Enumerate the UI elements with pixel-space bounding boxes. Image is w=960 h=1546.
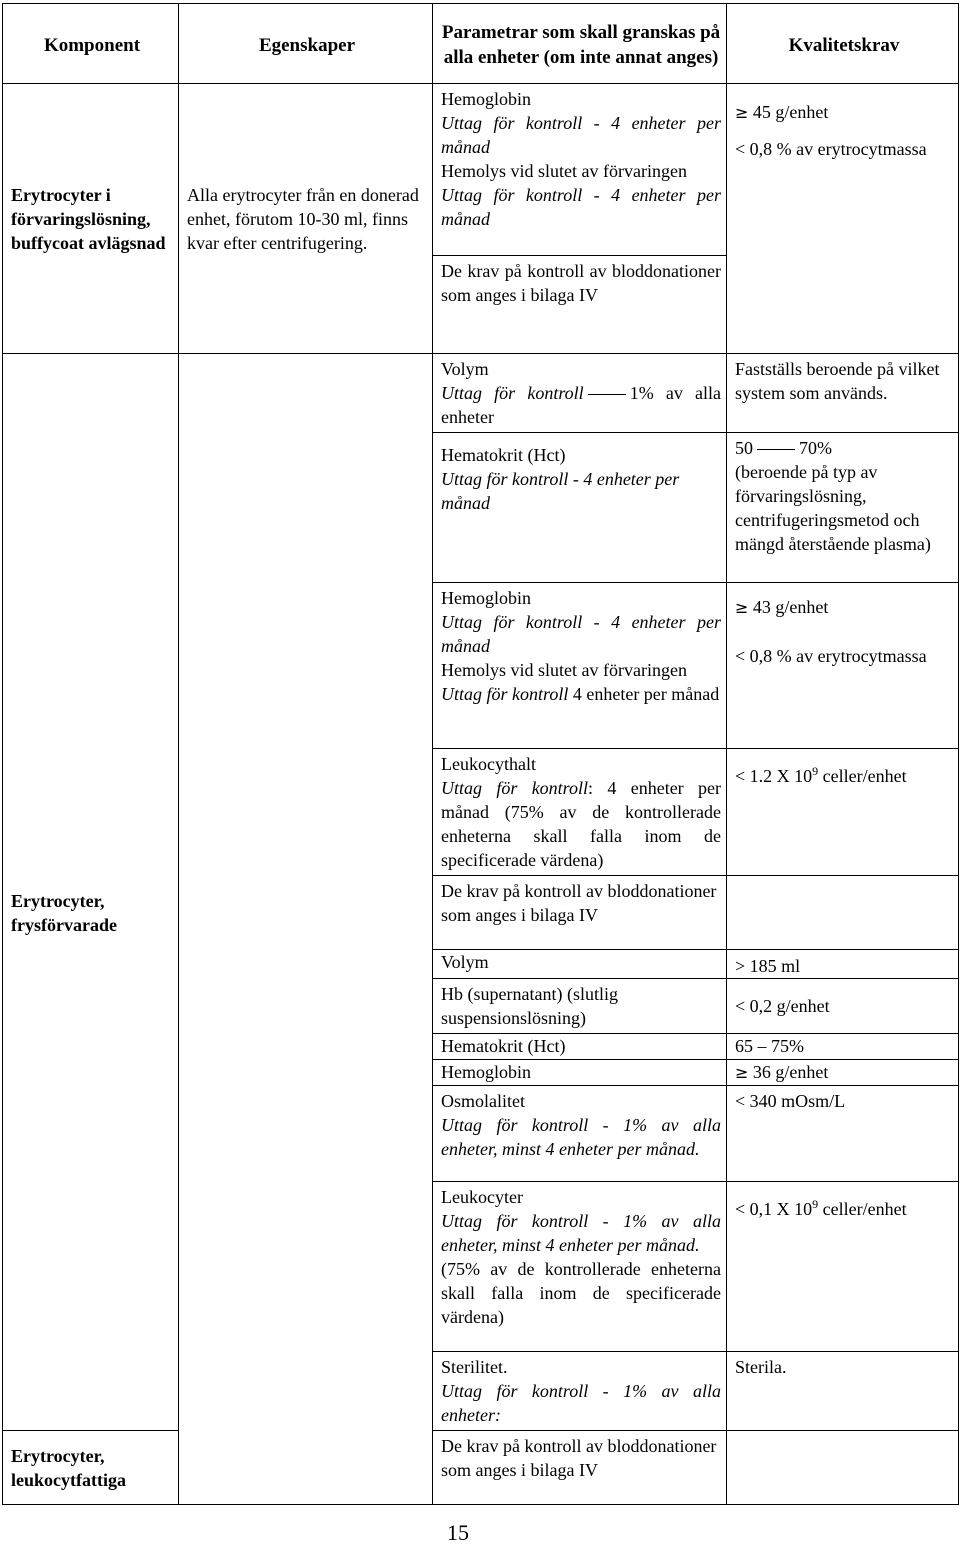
param-hematokrit-1: Hematokrit (Hct) Uttag för kontroll - 4 enheter per månad <box>433 433 727 583</box>
quality-hematokrit-1: 50 70% (beroende på typ av förvaringslösning, centrifugeringsmetod och mängd återstående plasma) <box>727 433 959 583</box>
quality-hb-supernatant: < 0,2 g/enhet <box>727 979 959 1034</box>
component-buffycoat: Erytrocyter i förvaringslösning, buffycoat avlägsnad <box>3 84 179 354</box>
quality-leukocyter: < 0,1 X $10^9$ celler/enhet <box>727 1182 959 1352</box>
header-kvalitetskrav: Kvalitetskrav <box>727 4 959 84</box>
properties-frysforvarade <box>179 876 433 950</box>
header-komponent: Komponent <box>3 4 179 84</box>
greater-equal-icon: ≥ <box>735 103 749 122</box>
header-row <box>3 4 959 84</box>
component-empty <box>3 354 179 876</box>
quality-empty <box>727 1431 959 1505</box>
quality-leukocythalt: < 1.2 X $10^9$ celler/enhet <box>727 749 959 876</box>
param-donation-control-2: De krav på kontroll av bloddonationer som anges i bilaga IV <box>433 876 727 950</box>
header-parametrar: Parametrar som skall granskas på alla enheter (om inte annat anges) <box>433 4 727 84</box>
param-volym-2: Volym <box>433 950 727 979</box>
properties-empty <box>179 950 433 1505</box>
table-row <box>3 354 959 433</box>
param-donation-control-1: De krav på kontroll av bloddonationer som anges i bilaga IV <box>433 256 727 354</box>
quality-hemoglobin-2: ≥ 43 g/enhet < 0,8 % av erytrocytmassa <box>727 583 959 749</box>
param-volym-1: Volym Uttag för kontroll 1% av alla enheter <box>433 354 727 433</box>
table-row <box>3 84 959 256</box>
param-hemoglobin-2: Hemoglobin Uttag för kontroll - 4 enheter per månad Hemolys vid slutet av förvaringen Uttag för kontroll 4 enheter per månad <box>433 583 727 749</box>
header-egenskaper: Egenskaper <box>179 4 433 84</box>
table-row <box>3 876 959 950</box>
component-frysforvarade: Erytrocyter, frysförvarade <box>3 876 179 950</box>
table-row <box>3 950 959 979</box>
quality-osmolalitet: < 340 mOsm/L <box>727 1086 959 1182</box>
component-empty <box>3 950 179 1431</box>
quality-hematokrit-2: 65 – 75% <box>727 1034 959 1060</box>
quality-sterilitet: Sterila. <box>727 1352 959 1431</box>
quality-volym-2: > 185 ml <box>727 950 959 979</box>
table-row <box>3 1431 959 1505</box>
param-osmolalitet: Osmolalitet Uttag för kontroll - 1% av alla enheter, minst 4 enheter per månad. <box>433 1086 727 1182</box>
param-hemoglobin-1: Hemoglobin Uttag för kontroll - 4 enheter per månad Hemolys vid slutet av förvaringen Uttag för kontroll - 4 enheter per månad <box>433 84 727 256</box>
param-donation-control-3: De krav på kontroll av bloddonationer som anges i bilaga IV <box>433 1431 727 1505</box>
greater-equal-icon: ≥ <box>735 1063 749 1082</box>
requirements-table <box>2 3 959 1505</box>
param-hematokrit-2: Hematokrit (Hct) <box>433 1034 727 1060</box>
param-hb-supernatant: Hb (supernatant) (slutlig suspensionslösning) <box>433 979 727 1034</box>
quality-hemoglobin-3: ≥ 36 g/enhet <box>727 1060 959 1086</box>
dash-line <box>588 394 626 395</box>
quality-hemoglobin-1: ≥ 45 g/enhet < 0,8 % av erytrocytmassa <box>727 84 959 354</box>
param-leukocythalt: Leukocythalt Uttag för kontroll: 4 enheter per månad (75% av de kontrollerade enheterna skall falla inom de specificerade värdena) <box>433 749 727 876</box>
page-number: 15 <box>447 1520 469 1545</box>
param-sterilitet: Sterilitet. Uttag för kontroll - 1% av alla enheter: <box>433 1352 727 1431</box>
quality-empty <box>727 876 959 950</box>
quality-volym-1: Fastställs beroende på vilket system som används. <box>727 354 959 433</box>
greater-equal-icon: ≥ <box>735 598 749 617</box>
properties-empty <box>179 354 433 876</box>
param-hemoglobin-3: Hemoglobin <box>433 1060 727 1086</box>
dash-line <box>757 449 795 450</box>
component-leukocytfattiga: Erytrocyter, leukocytfattiga <box>3 1431 179 1505</box>
properties-buffycoat: Alla erytrocyter från en donerad enhet, förutom 10-30 ml, finns kvar efter centrifugering. <box>179 84 433 354</box>
param-leukocyter: Leukocyter Uttag för kontroll - 1% av alla enheter, minst 4 enheter per månad. (75% av de kontrollerade enheterna skall falla inom de specificerade värdena) <box>433 1182 727 1352</box>
